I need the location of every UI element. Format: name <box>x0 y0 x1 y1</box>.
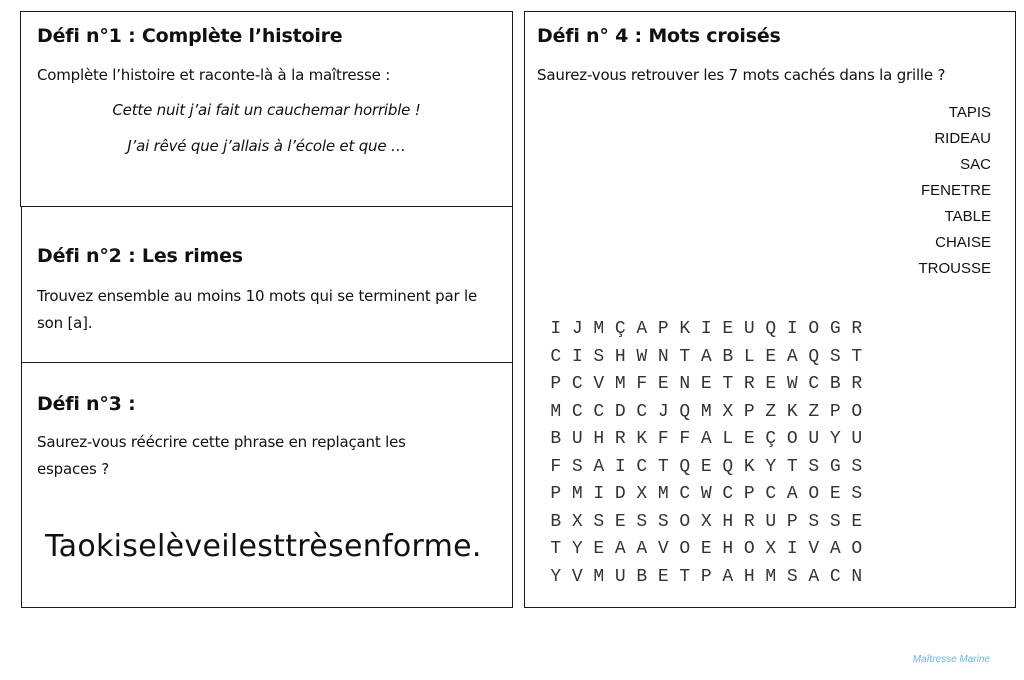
grid-letter: K <box>743 456 755 477</box>
grid-row <box>545 371 868 399</box>
grid-letter: J <box>657 401 669 422</box>
grid-letter: C <box>636 401 648 422</box>
grid-letter: Q <box>722 456 734 477</box>
grid-letter: V <box>808 539 820 559</box>
grid-row <box>545 399 868 427</box>
grid-letter: I <box>700 319 712 339</box>
defi-3-card <box>21 362 513 608</box>
grid-letter: N <box>657 346 669 367</box>
grid-letter: T <box>679 566 691 587</box>
grid-letter: C <box>593 401 605 422</box>
grid-letter: H <box>722 511 734 532</box>
grid-letter: R <box>851 319 863 339</box>
grid-row <box>545 536 868 564</box>
grid-letter: I <box>593 484 605 504</box>
grid-letter: B <box>550 511 562 532</box>
grid-letter: M <box>593 319 605 339</box>
grid-letter: U <box>614 566 626 587</box>
grid-letter: R <box>743 374 755 394</box>
grid-letter: S <box>571 456 583 477</box>
grid-letter: Y <box>829 429 841 449</box>
grid-letter: Ç <box>765 429 777 449</box>
grid-row <box>545 344 868 372</box>
grid-letter: S <box>829 511 841 532</box>
word-list-item: CHAISE <box>935 234 991 251</box>
grid-letter: O <box>808 319 820 339</box>
grid-letter: A <box>700 346 712 367</box>
grid-letter: B <box>636 566 648 587</box>
defi-1-story-line-2: J’ai rêvé que j’allais à l’école et que … <box>127 137 406 155</box>
grid-letter: T <box>657 456 669 477</box>
defi-3-title: Défi n°3 : <box>37 393 136 415</box>
grid-letter: H <box>722 539 734 559</box>
grid-letter: J <box>571 319 583 339</box>
grid-letter: S <box>657 511 669 532</box>
grid-letter: T <box>851 346 863 367</box>
grid-letter: O <box>851 401 863 422</box>
grid-letter: F <box>679 429 691 449</box>
grid-letter: E <box>851 511 863 532</box>
word-list-item: TABLE <box>944 208 991 225</box>
grid-letter: E <box>765 374 777 394</box>
word-list-item: TROUSSE <box>918 260 991 277</box>
grid-letter: Y <box>550 566 562 587</box>
grid-letter: M <box>614 374 626 394</box>
grid-letter: H <box>593 429 605 449</box>
grid-letter: K <box>679 319 691 339</box>
grid-row <box>545 481 868 509</box>
grid-letter: V <box>657 539 669 559</box>
grid-letter: E <box>743 429 755 449</box>
grid-letter: Q <box>808 346 820 367</box>
grid-letter: N <box>851 566 863 587</box>
grid-letter: E <box>700 456 712 477</box>
grid-letter: B <box>722 346 734 367</box>
word-list-item: RIDEAU <box>934 130 991 147</box>
grid-letter: W <box>700 484 712 504</box>
grid-letter: E <box>657 566 669 587</box>
grid-letter: A <box>636 319 648 339</box>
grid-letter: E <box>765 346 777 367</box>
grid-letter: S <box>829 346 841 367</box>
grid-letter: C <box>765 484 777 504</box>
grid-letter: X <box>636 484 648 504</box>
grid-letter: K <box>786 401 798 422</box>
defi-1-story-line-1: Cette nuit j’ai fait un cauchemar horrible ! <box>112 101 421 119</box>
grid-row <box>545 564 868 592</box>
grid-letter: O <box>851 539 863 559</box>
grid-letter: I <box>786 539 798 559</box>
grid-letter: Q <box>679 456 691 477</box>
grid-letter: U <box>765 511 777 532</box>
grid-letter: C <box>571 401 583 422</box>
grid-letter: V <box>571 566 583 587</box>
grid-letter: T <box>786 456 798 477</box>
grid-letter: A <box>786 346 798 367</box>
grid-letter: M <box>593 566 605 587</box>
grid-letter: X <box>571 511 583 532</box>
grid-letter: Q <box>679 401 691 422</box>
grid-letter: C <box>571 374 583 394</box>
grid-letter: X <box>765 539 777 559</box>
grid-letter: A <box>829 539 841 559</box>
grid-letter: M <box>571 484 583 504</box>
grid-letter: A <box>636 539 648 559</box>
grid-letter: E <box>829 484 841 504</box>
grid-row <box>545 509 868 537</box>
grid-letter: P <box>743 401 755 422</box>
grid-letter: O <box>679 539 691 559</box>
grid-letter: K <box>636 429 648 449</box>
grid-letter: E <box>700 539 712 559</box>
grid-letter: I <box>786 319 798 339</box>
grid-letter: B <box>829 374 841 394</box>
word-search-grid <box>545 316 868 591</box>
grid-letter: N <box>679 374 691 394</box>
word-list <box>918 100 991 282</box>
grid-letter: M <box>765 566 777 587</box>
grid-letter: I <box>550 319 562 339</box>
grid-letter: S <box>593 511 605 532</box>
grid-letter: S <box>636 511 648 532</box>
defi-4-title: Défi n° 4 : Mots croisés <box>537 25 781 47</box>
grid-letter: P <box>550 484 562 504</box>
grid-letter: X <box>700 511 712 532</box>
grid-letter: V <box>593 374 605 394</box>
grid-letter: A <box>593 456 605 477</box>
grid-letter: T <box>722 374 734 394</box>
grid-letter: C <box>808 374 820 394</box>
grid-letter: F <box>657 429 669 449</box>
grid-letter: X <box>722 401 734 422</box>
grid-letter: L <box>722 429 734 449</box>
grid-letter: M <box>550 401 562 422</box>
grid-letter: A <box>700 429 712 449</box>
grid-letter: P <box>743 484 755 504</box>
grid-letter: D <box>614 401 626 422</box>
grid-letter: D <box>614 484 626 504</box>
grid-letter: W <box>636 346 648 367</box>
grid-letter: P <box>786 511 798 532</box>
defi-1-title: Défi n°1 : Complète l’histoire <box>37 25 343 47</box>
grid-letter: R <box>614 429 626 449</box>
grid-letter: W <box>786 374 798 394</box>
grid-letter: P <box>550 374 562 394</box>
grid-letter: E <box>722 319 734 339</box>
grid-letter: A <box>786 484 798 504</box>
grid-letter: Y <box>765 456 777 477</box>
word-list-item: FENETRE <box>920 182 991 199</box>
grid-row <box>545 316 868 344</box>
grid-letter: S <box>851 456 863 477</box>
grid-letter: P <box>829 401 841 422</box>
grid-letter: S <box>808 511 820 532</box>
grid-letter: Y <box>571 539 583 559</box>
grid-letter: O <box>743 539 755 559</box>
grid-letter: I <box>614 456 626 477</box>
grid-letter: T <box>679 346 691 367</box>
grid-letter: U <box>851 429 863 449</box>
grid-letter: L <box>743 346 755 367</box>
grid-letter: Q <box>765 319 777 339</box>
grid-letter: O <box>808 484 820 504</box>
defi-3-phrase: Taokiselèveilesttrèsenforme. <box>45 529 482 564</box>
grid-letter: O <box>679 511 691 532</box>
grid-letter: S <box>851 484 863 504</box>
word-list-item: TAPIS <box>948 104 991 121</box>
grid-letter: C <box>829 566 841 587</box>
grid-letter: E <box>700 374 712 394</box>
grid-letter: T <box>550 539 562 559</box>
grid-letter: G <box>829 319 841 339</box>
grid-letter: M <box>700 401 712 422</box>
grid-letter: P <box>657 319 669 339</box>
grid-letter: C <box>722 484 734 504</box>
grid-letter: R <box>851 374 863 394</box>
grid-letter: H <box>614 346 626 367</box>
word-list-item: SAC <box>960 156 991 173</box>
grid-letter: E <box>614 511 626 532</box>
grid-letter: C <box>679 484 691 504</box>
defi-4-card <box>524 11 1016 608</box>
grid-letter: U <box>743 319 755 339</box>
grid-letter: O <box>786 429 798 449</box>
grid-letter: S <box>808 456 820 477</box>
grid-letter: M <box>657 484 669 504</box>
grid-letter: S <box>593 346 605 367</box>
grid-row <box>545 426 868 454</box>
grid-letter: E <box>593 539 605 559</box>
defi-1-instruction: Complète l’histoire et raconte-là à la maîtresse : <box>37 66 391 84</box>
defi-2-title: Défi n°2 : Les rimes <box>37 245 243 267</box>
grid-letter: C <box>636 456 648 477</box>
grid-letter: Z <box>765 401 777 422</box>
defi-1-card <box>20 11 513 207</box>
defi-2-instruction: Trouvez ensemble au moins 10 mots qui se terminent par le son [a]. <box>37 287 478 332</box>
grid-letter: F <box>636 374 648 394</box>
grid-letter: F <box>550 456 562 477</box>
grid-row <box>545 454 868 482</box>
grid-letter: U <box>808 429 820 449</box>
defi-4-instruction: Saurez-vous retrouver les 7 mots cachés dans la grille ? <box>537 66 946 84</box>
grid-letter: U <box>571 429 583 449</box>
grid-letter: A <box>722 566 734 587</box>
grid-letter: A <box>808 566 820 587</box>
defi-3-instruction: Saurez-vous réécrire cette phrase en replaçant les espaces ? <box>37 433 406 478</box>
grid-letter: Z <box>808 401 820 422</box>
defi-2-card <box>21 206 513 363</box>
grid-letter: B <box>550 429 562 449</box>
author-signature: Maîtresse Marine <box>912 654 990 665</box>
grid-letter: Ç <box>614 319 626 339</box>
grid-letter: C <box>550 346 562 367</box>
grid-letter: R <box>743 511 755 532</box>
grid-letter: E <box>657 374 669 394</box>
grid-letter: I <box>571 346 583 367</box>
grid-letter: H <box>743 566 755 587</box>
grid-letter: A <box>614 539 626 559</box>
grid-letter: P <box>700 566 712 587</box>
grid-letter: S <box>786 566 798 587</box>
grid-letter: G <box>829 456 841 477</box>
